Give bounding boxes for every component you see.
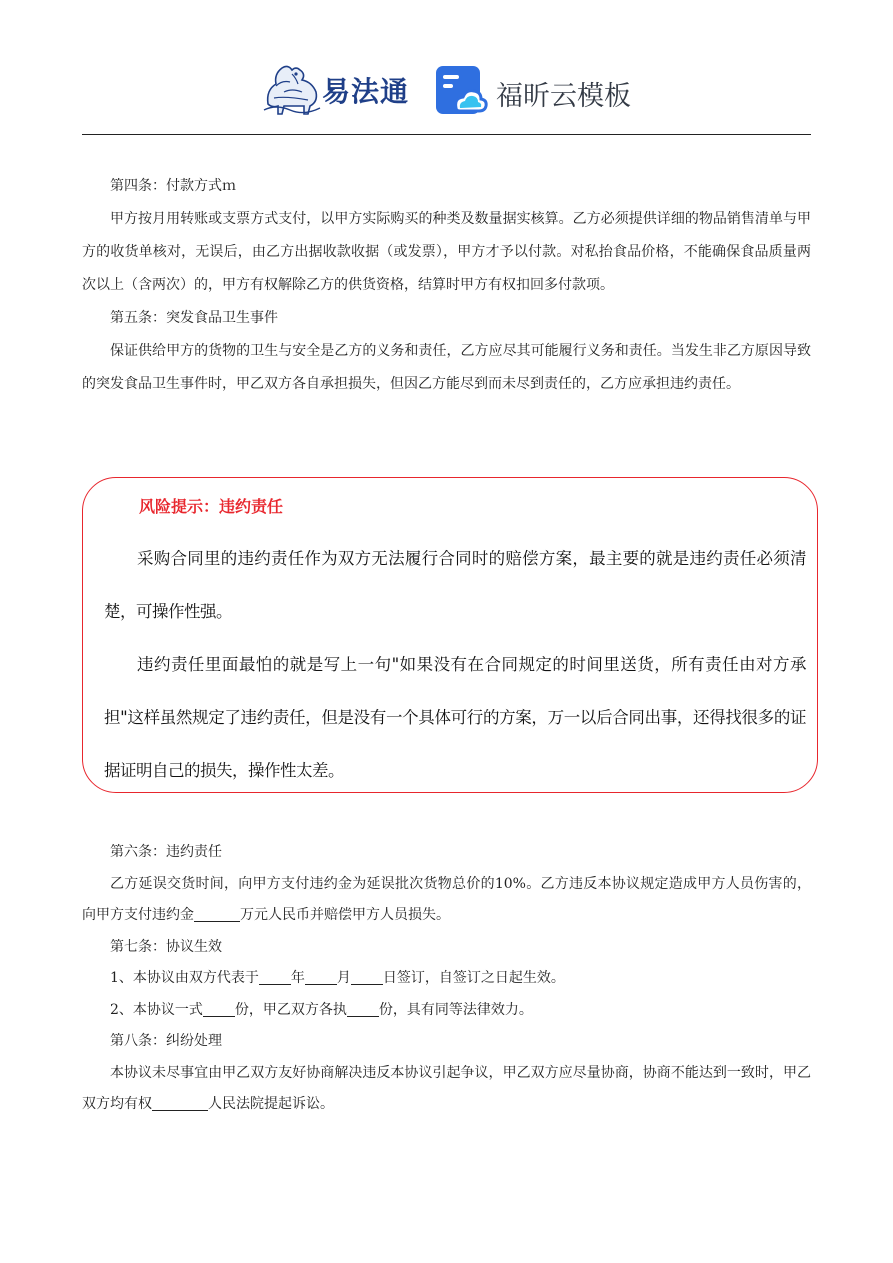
copies-each-blank <box>347 1002 379 1017</box>
section-6-body-part-2: 万元人民币并赔偿甲方人员损失。 <box>240 907 450 923</box>
section-7-item-2 <box>82 995 811 1027</box>
section-8-body <box>82 1058 811 1121</box>
section-7-item-1-part-1: 1、本协议由双方代表于 <box>110 970 259 986</box>
section-7-item-1 <box>82 963 811 995</box>
section-7-item-2-part-1: 2、本协议一式 <box>110 1001 203 1018</box>
risk-warning-content <box>104 532 806 797</box>
yifatong-logo <box>262 60 412 118</box>
section-7-item-2-part-2: 份，甲乙双方各执 <box>234 1001 347 1018</box>
risk-warning-title: 风险提示：违约责任 <box>139 497 284 516</box>
risk-warning-paragraph-2: 违约责任里面最怕的就是写上一句"如果没有在合同规定的时间里送货，所有责任由对方承担"这样虽然规定了违约责任，但是没有一个具体可行的方案，万一以后合同出事，还得找很多的证据证明自己的损失，操作性太差。 <box>104 655 806 780</box>
contract-body-lower <box>82 837 811 1121</box>
section-4-heading: 第四条：付款方式ｍ <box>110 178 236 194</box>
section-8-body-part-1: 本协议未尽事宜由甲乙双方友好协商解决违反本协议引起争议，甲乙双方应尽量协商，协商不能达到一致时，甲乙双方均有权 <box>82 1064 811 1112</box>
contract-body-upper <box>82 170 811 401</box>
section-6-body-part-1: 乙方延误交货时间，向甲方支付违约金为延误批次货物总价的10%。乙方违反本协议规定造成甲方人员伤害的，向甲方支付违约金 <box>82 875 811 923</box>
section-7-item-1-part-3: 月 <box>336 970 351 986</box>
sign-day-blank <box>351 970 383 985</box>
section-7-heading: 第七条：协议生效 <box>110 938 222 955</box>
copies-total-blank <box>203 1002 235 1017</box>
section-8-heading: 第八条：纠纷处理 <box>110 1033 222 1049</box>
section-6-heading: 第六条：违约责任 <box>110 844 222 860</box>
cloud-document-icon <box>434 64 488 118</box>
penalty-amount-blank <box>194 907 240 922</box>
foxit-template-logo-text: 福昕云模板 <box>496 81 631 112</box>
sign-month-blank <box>305 970 337 985</box>
section-6-body <box>82 869 811 932</box>
yifatong-logo-text: 易法通 <box>322 75 410 108</box>
sign-year-blank <box>259 970 291 985</box>
section-7-item-2-part-3: 份，具有同等法律效力。 <box>378 1001 533 1018</box>
risk-warning-box <box>82 477 818 793</box>
section-4-body: 甲方按月用转账或支票方式支付，以甲方实际购买的种类及数量据实核算。乙方必须提供详细的物品销售清单与甲方的收货单核对，无误后，由乙方出据收款收据（或发票），甲方才予以付款。对私抬食品价格，不能确保食品质量两次以上（含两次）的，甲方有权解除乙方的供货资格，结算时甲方有权扣回多付款项。 <box>82 211 811 293</box>
section-7-item-1-part-4: 日签订，自签订之日起生效。 <box>382 970 565 986</box>
qilin-emblem-icon <box>262 60 322 118</box>
section-5-heading: 第五条：突发食品卫生事件 <box>110 310 278 326</box>
risk-warning-paragraph-1: 采购合同里的违约责任作为双方无法履行合同时的赔偿方案，最主要的就是违约责任必须清楚，可操作性强。 <box>104 549 806 621</box>
header-divider <box>82 134 811 135</box>
section-7-item-1-part-2: 年 <box>290 970 305 986</box>
section-5-body: 保证供给甲方的货物的卫生与安全是乙方的义务和责任，乙方应尽其可能履行义务和责任。当发生非乙方原因导致的突发食品卫生事件时，甲乙双方各自承担损失，但因乙方能尽到而未尽到责任的，乙方应承担违约责任。 <box>82 343 811 392</box>
court-name-blank <box>152 1096 208 1111</box>
foxit-template-logo <box>434 64 634 118</box>
page-header <box>0 58 893 120</box>
section-8-body-part-2: 人民法院提起诉讼。 <box>208 1096 334 1112</box>
